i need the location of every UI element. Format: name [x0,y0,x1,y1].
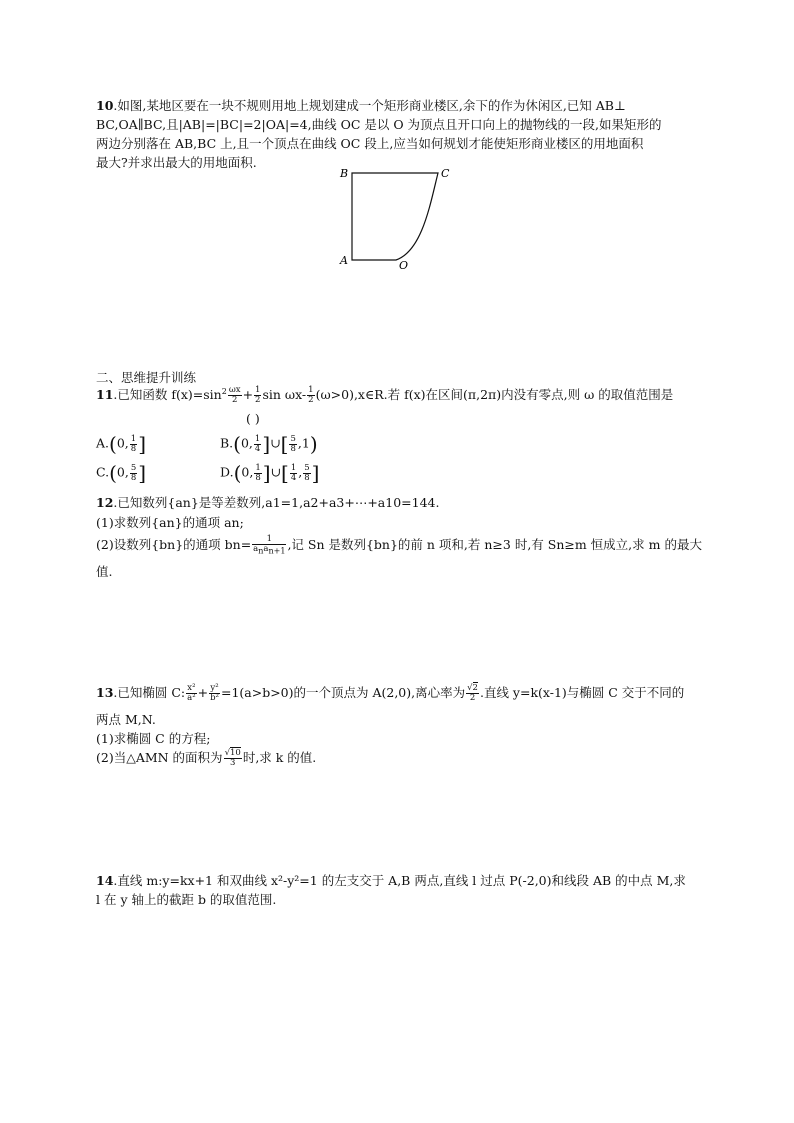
q12-text-1: .已知数列{an}是等差数列,a1=1,a2+a3+⋯+a10=144. [113,495,440,510]
q13-text-4a: (2)当△AMN 的面积为 [96,750,223,765]
q13-line-3: (1)求椭圆 C 的方程; [96,731,211,746]
label-O: O [399,259,409,272]
q10-text-1: .如图,某地区要在一块不规则用地上规划建成一个矩形商业楼区,余下的作为休闲区,已知 AB⊥ [113,98,626,113]
q12-number: 12 [96,495,114,510]
q11-option-d[interactable]: D.(0, $\frac{1}{8}$ ]∪[ $\frac{1}{4}$ , $\frac{5}{8}$ ] [220,461,320,485]
q12-line-2: (1)求数列{an}的通项 an; [96,515,244,530]
label-B: B [340,167,349,180]
q11-option-a[interactable]: A.(0, $\frac{1}{8}$ ] [96,432,146,456]
q10-line-1 [96,96,626,114]
q14-line-1 [96,871,686,889]
label-A: A [340,254,348,267]
q12-line-3 [96,535,702,556]
q10-line-3: 两边分别落在 AB,BC 上,且一个顶点在曲线 OC 段上,应当如何规划才能使矩形商业楼区的用地面积 [96,136,644,151]
q11-answer-paren: ( ) [246,411,260,426]
q13-text-4b: 时,求 k 的值. [242,750,317,765]
q13-text-1c: .直线 y=k(x-1)与椭圆 C 交于不同的 [479,685,685,700]
q11-frac-half: $\frac{1}{2}$ [255,385,261,405]
q10-line-4: 最大?并求出最大的用地面积. [96,155,257,170]
q12-line-1 [96,493,439,511]
q11-option-c[interactable]: C.(0, $\frac{5}{8}$ ] [96,461,147,485]
q14-line-2: l 在 y 轴上的截距 b 的取值范围. [96,892,277,907]
q11-stem-b: sin ωx- [262,387,307,402]
q13-number: 13 [96,685,114,700]
q11-stem-c: (ω>0),x∈R.若 f(x)在区间(π,2π)内没有零点,则 ω 的取值范围是 [315,387,674,402]
q11-stem-a: .已知函数 f(x)=sin [113,387,222,402]
q12-frac: $\frac{1}{a_na_{n+1}}$ [253,534,286,556]
q10-figure [338,165,458,275]
q10-number: 10 [96,98,114,113]
figure-shape [352,173,438,260]
q14-number: 14 [96,873,114,888]
section-title: 二、思维提升训练 [96,370,197,385]
label-C: C [441,167,450,180]
q11-number: 11 [96,387,114,402]
q11-frac-1: $\frac{\omega x}{2}$ [228,385,241,405]
q14-text-1: .直线 m:y=kx+1 和双曲线 x²-y²=1 的左支交于 A,B 两点,直线 l 过点 P(-2,0)和线段 AB 的中点 M,求 [113,873,686,888]
q13-line-1: 13.已知椭圆 C: $\frac{\text{x²}}{\text{a²}}$ + $\frac{\text{y²}}{\text{b²}}$ =1(a>b>0)的一个顶点为 A(2,0),离心率为 $\frac{√2}{2}$ .直线 y=k(x-1)与椭圆 C 交于不同的 [96,683,685,703]
q11-frac-half-2: $\frac{1}{2}$ [308,385,314,405]
q13-line-2: 两点 M,N. [96,712,156,727]
q12-line-4: 值. [96,564,113,579]
q13-text-1a: .已知椭圆 C: [113,685,186,700]
q11-option-b[interactable]: B.(0, $\frac{1}{4}$ ]∪[ $\frac{5}{8}$ ,1) [220,432,318,456]
q13-line-4: (2)当△AMN 的面积为 $\frac{√10}{3}$ 时,求 k 的值. [96,748,317,768]
q13-text-1b: =1(a>b>0)的一个顶点为 A(2,0),离心率为 [220,685,466,700]
q11-line-1: 11.已知函数 $f(x)=\sin^2$ $\frac{\omega x}{2}$ + $\frac{1}{2}$ sin ωx- $\frac{1}{2}$ (ω>0),x∈R.若 f(x)在区间(π,2π)内没有零点,则 ω 的取值范围是 [96,385,674,405]
q12-text-3b: ,记 Sn 是数列{bn}的前 n 项和,若 n≥3 时,有 Sn≥m 恒成立,求 m 的最大 [287,537,702,552]
q12-text-3a: (2)设数列{bn}的通项 bn= [96,537,252,552]
q10-line-2: BC,OA∥BC,且|AB|=|BC|=2|OA|=4,曲线 OC 是以 O 为顶点且开口向上的抛物线的一段,如果矩形的 [96,117,662,132]
